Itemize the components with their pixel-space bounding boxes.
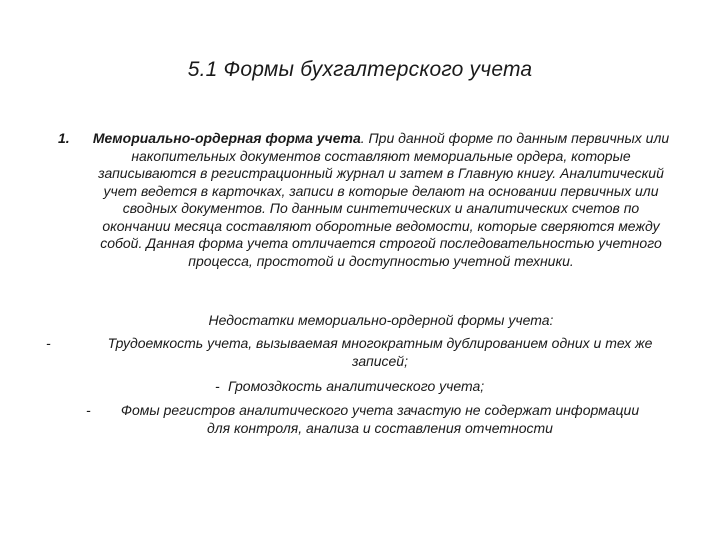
drawback-item: Громоздкость аналитического учета;: [228, 378, 485, 394]
bullet-marker: -: [215, 378, 220, 394]
item-term: Мемориально-ордерная форма учета: [92, 130, 361, 146]
drawback-item: Фомы регистров аналитического учета зачастую не содержат информации для контроля, анализа и составления отчетности: [120, 402, 640, 436]
bullet-marker: -: [86, 402, 91, 418]
drawback-item: Трудоемкость учета, вызываемая многократным дублированием одних и тех же записей;: [107, 335, 653, 369]
list-item-number: 1.: [58, 130, 70, 146]
bullet-marker: -: [46, 335, 51, 351]
item-description: . При данной форме по данным первичных или накопительных документов составляют мемориальные ордера, которые записываются в регистрационный журнал и затем в Главную книгу. Аналитический учет ведется в карточках, записи в которые делают на основании первичных или сводных документов. По данным синтетических и аналитических счетов по окончании месяца составляют оборотные ведомости, которые сверяются между собой. Данная форма учета отличается строгой последовательностью учетного процесса, простотой и доступностью учетной техники.: [98, 130, 670, 269]
drawbacks-heading: Недостатки мемориально-ордерной формы учета:: [208, 312, 554, 328]
item-paragraph: [88, 130, 674, 270]
slide-title: 5.1 Формы бухгалтерского учета: [187, 58, 533, 81]
item-description-block: [88, 130, 674, 270]
